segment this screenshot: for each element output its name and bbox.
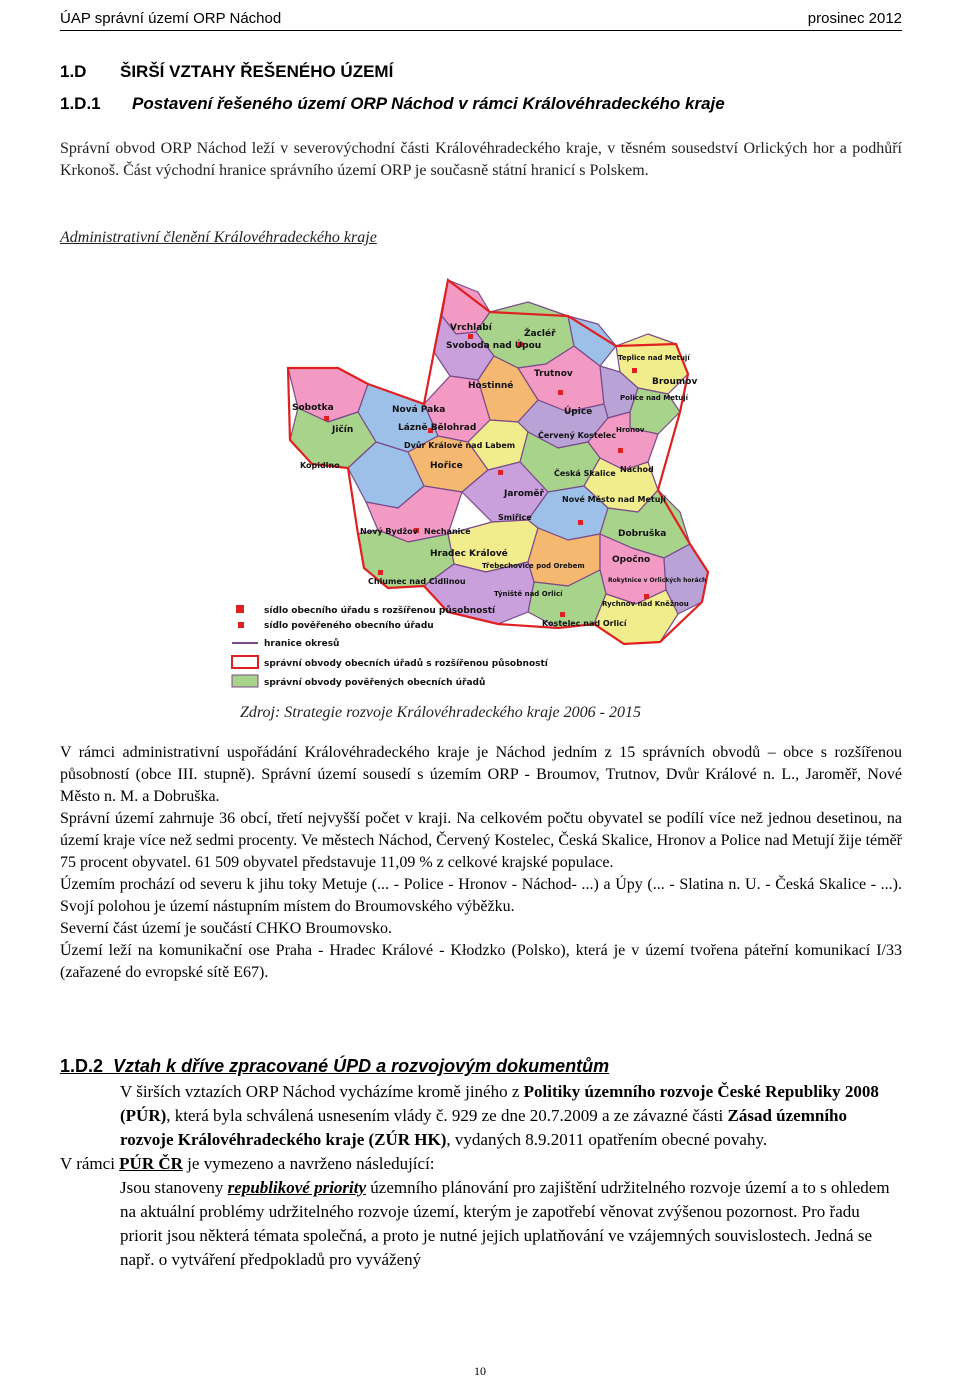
map-label-jaromer: Jaroměř xyxy=(504,489,544,499)
map-label-hradec-kralove: Hradec Králové xyxy=(430,549,508,559)
map-label-nove-mesto: Nové Město nad Metují xyxy=(562,495,666,504)
subsection-number-1: 1.D.1 xyxy=(60,94,101,113)
map-caption: Administrativní členění Královéhradeckého kraje xyxy=(60,229,377,246)
legend-seat-pou: sídlo pověřeného obecního úřadu xyxy=(264,621,434,631)
map-label-lazne-belohrad: Lázně Bělohrad xyxy=(398,423,477,433)
paragraph-5: Území leží na komunikační ose Praha - Hradec Králové - Kłodzko (Polsko), která je v území tvořena páteřní komunikací I/33 (zařazené do evropské sítě E67). xyxy=(60,942,902,981)
paragraph-4: Severní část území je součástí CHKO Broumovsko. xyxy=(60,920,392,937)
map-label-smirice: Smiřice xyxy=(498,513,532,522)
pur-bold: Politiky územního rozvoje České Republiky 2008 (PÚR) xyxy=(120,1082,879,1125)
body-text xyxy=(60,742,902,984)
map-label-svoboda: Svoboda nad Úpou xyxy=(446,341,542,351)
page-number: 10 xyxy=(474,1364,486,1378)
paragraph-priority xyxy=(60,1176,902,1272)
map-label-zacler: Žacléř xyxy=(524,329,556,339)
subsection-heading-1 xyxy=(60,94,725,114)
map-label-sobotka: Sobotka xyxy=(292,403,334,413)
map-label-opocno: Opočno xyxy=(612,555,651,565)
map-label-nechanice: Nechanice xyxy=(424,527,471,536)
map-label-hostinne: Hostinné xyxy=(468,381,514,391)
region-map xyxy=(228,272,728,697)
subsection-heading-2 xyxy=(60,1056,609,1077)
priority-text-a: Jsou stanoveny xyxy=(120,1178,228,1197)
section-heading xyxy=(60,62,393,82)
map-label-teplice: Teplice nad Metují xyxy=(618,354,690,362)
pur-text-e: , vydaných 8.9.2011 opatřením obecné povahy. xyxy=(446,1130,768,1149)
pur-text-c: , která byla schválená usnesením vlády č. 929 ze dne 20.7.2009 a ze závazné části xyxy=(166,1106,728,1125)
section-number: 1.D xyxy=(60,62,87,81)
legend-pou-area: správní obvody pověřených obecních úřadů xyxy=(264,678,486,688)
subsection-title-1: Postavení řešeného území ORP Náchod v rámci Královéhradeckého kraje xyxy=(132,94,725,113)
zur-bold: Zásad územního rozvoje Královéhradeckého kraje (ZÚR HK) xyxy=(120,1106,848,1149)
map-label-jicin: Jičín xyxy=(332,425,354,435)
map-label-vrchlabi: Vrchlabí xyxy=(450,323,492,333)
map-label-police: Police nad Metují xyxy=(620,394,689,402)
map-label-tyniste: Týniště nad Orlicí xyxy=(494,590,563,598)
ramci-text-a: V rámci xyxy=(60,1154,120,1173)
map-label-trutnov: Trutnov xyxy=(534,369,573,379)
map-label-cerveny-kostelec: Červený Kostelec xyxy=(538,431,617,440)
priority-text-c: územního plánování pro zajištění udržitelného rozvoje území a to s ohledem na aktuální problémy udržitelného rozvoje území, kterým je zapotřebí věnovat zvýšenou pozornost. Pro řadu priorit jsou některá témata společná, a proto je nutné jejich uplatňování ve vzájemných souvislostech. Jedná se např. o vytváření předpokladů pro vyvážený xyxy=(120,1178,890,1269)
legend-seat-orp: sídlo obecního úřadu s rozšířenou působností xyxy=(264,606,496,616)
paragraph-1: V rámci administrativní uspořádání Královéhradeckého kraje je Náchod jedním z 15 správních obvodů – obce s rozšířenou působností (obce III. stupně). Správní území sousedí s územím ORP - Broumov, Trutnov, Dvůr Králové n. L., Jaroměř, Nové Město n. M. a Dobruška. xyxy=(60,744,902,805)
header-title: ÚAP správní území ORP Náchod xyxy=(60,10,282,27)
map-label-rokytnice: Rokytnice v Orlických horách xyxy=(608,577,707,584)
paragraph-ramci xyxy=(60,1152,902,1176)
body-text-2 xyxy=(60,1080,902,1272)
ramci-text-c: je vymezeno a navrženo následující: xyxy=(182,1154,435,1173)
map-label-kostelec: Kostelec nad Orlicí xyxy=(542,619,627,628)
map-label-broumov: Broumov xyxy=(652,377,698,387)
map-source: Zdroj: Strategie rozvoje Královéhradeckého kraje 2006 - 2015 xyxy=(240,704,641,721)
paragraph-2: Správní území zahrnuje 36 obcí, třetí nejvyšší počet v kraji. Na celkovém počtu obyvatel se podílí více než jednou desetinou, na území kraje více než sedmi procenty. Ve městech Náchod, Červený Kostelec, Česká Skalice, Hronov a Police nad Metují žije téměř 75 procent obyvatel. 61 509 obyvatel představuje 11,09 % z celkové krajské populace. xyxy=(60,810,902,871)
map-label-nova-paka: Nová Paka xyxy=(392,405,446,415)
pur-text-a: V širších vztazích ORP Náchod vycházíme kromě jiného z xyxy=(120,1082,524,1101)
map-label-horice: Hořice xyxy=(430,461,463,471)
legend-seat-orp-symbol xyxy=(236,605,244,613)
map-label-ceska-skalice: Česká Skalice xyxy=(554,469,616,478)
map-label-dobruska: Dobruška xyxy=(618,529,667,539)
section-title: ŠIRŠÍ VZTAHY ŘEŠENÉHO ÚZEMÍ xyxy=(120,62,394,81)
legend-pou-area-symbol xyxy=(232,675,258,687)
subsection-title-2: Vztah k dříve zpracované ÚPD a rozvojovým dokumentům xyxy=(113,1056,610,1076)
page-header xyxy=(60,8,902,31)
map-label-novy-bydzov: Nový Bydžov xyxy=(360,527,418,536)
legend-seat-pou-symbol xyxy=(238,622,244,628)
paragraph-pur xyxy=(60,1080,902,1152)
map-label-kopidlno: Kopidlno xyxy=(300,461,340,470)
header-date: prosinec 2012 xyxy=(807,10,902,27)
map-label-trebechovice: Třebechovice pod Orebem xyxy=(482,562,585,570)
pur-cr-bold: PÚR ČR xyxy=(119,1154,183,1173)
map-label-hronov: Hronov xyxy=(616,426,645,434)
priority-bold: republikové priority xyxy=(227,1178,367,1197)
map-label-dvur-kralove: Dvůr Králové nad Labem xyxy=(404,441,516,450)
legend-orp-area-symbol xyxy=(232,656,258,668)
map-label-rychnov: Rychnov nad Kněžnou xyxy=(602,600,689,608)
paragraph-3: Územím prochází od severu k jihu toky Metuje (... - Police - Hronov - Náchod- ...) a Úpy (... - Slatina n. U. - Česká Skalice - ...). Svojí polohou je území nástupním místem do Broumovského výběžku. xyxy=(60,876,902,915)
legend-district: hranice okresů xyxy=(264,639,340,649)
legend-orp-area: správní obvody obecních úřadů s rozšířenou působností xyxy=(264,659,548,669)
map-label-nachod: Náchod xyxy=(620,465,654,474)
region-map-graphic xyxy=(228,272,728,697)
intro-paragraph: Správní obvod ORP Náchod leží v severovýchodní části Královéhradeckého kraje, v těsném sousedství Orlických hor a podhůří Krkonoš. Část východní hranice správního území ORP je současně státní hranicí s Polskem. xyxy=(60,140,902,179)
map-label-upice: Úpice xyxy=(564,407,593,417)
subsection-number-2: 1.D.2 xyxy=(60,1056,104,1076)
map-label-chlumec: Chlumec nad Cidlinou xyxy=(368,577,466,586)
